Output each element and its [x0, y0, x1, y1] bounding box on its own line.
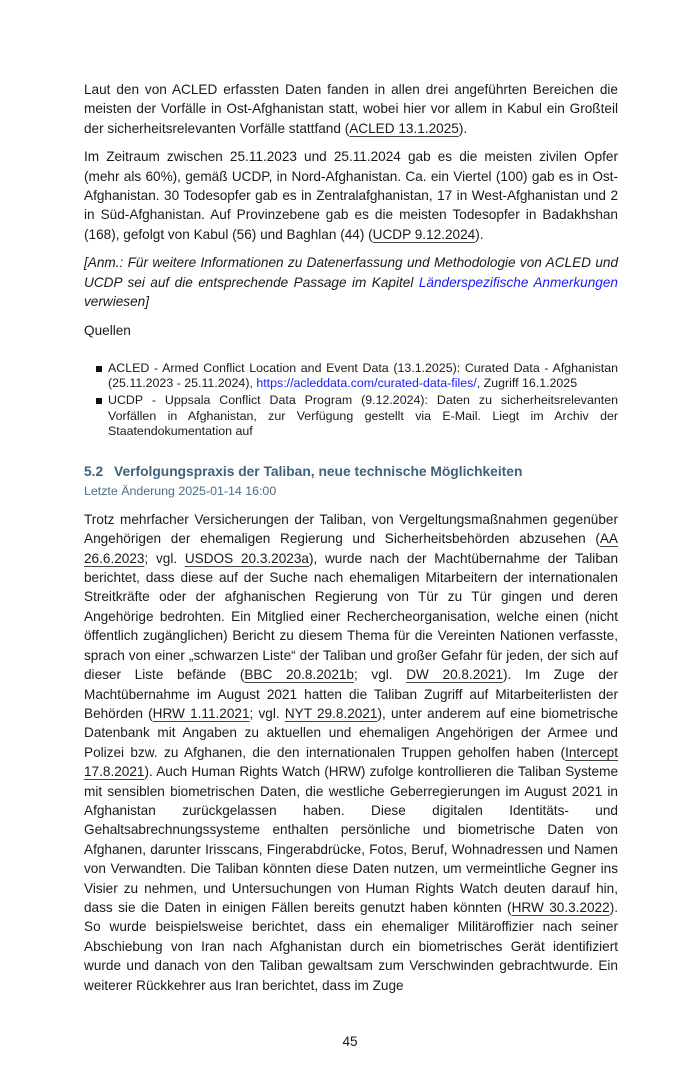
text-run: ). [475, 226, 484, 242]
intro-paragraphs [84, 80, 618, 311]
document-page [84, 0, 618, 995]
sources-list [84, 361, 618, 440]
text-run: Trotz mehrfacher Versicherungen der Taliban, von Vergeltungsmaßnahmen gegenüber Angehörigen der ehemaligen Regierung und Sicherheitsbehörden abzusehen ( [84, 511, 618, 547]
text-run: , Zugriff 16.1.2025 [476, 376, 578, 391]
text-run: ), wurde nach der Machtübernahme der Taliban berichtet, dass diese auf der Suche nach ehemaligen Mitarbeitern der internationalen Streitkräfte oder der afghanischen Regierung von Tür zu Tür gingen und deren Angehörige bedrohten. Ein Mitglied einer Rechercheorganisation, welche einen (nicht öffentlich zugänglichen) Bericht zu diesem Thema für die Vereinten Nationen verfasste, sprach von einer „schwarzen Liste“ der Taliban und großer Gefahr für jeden, der sich auf dieser Liste befände ( [84, 550, 619, 683]
text-run: ). Im Zuge der Machtübernahme im August 2021 hatten die Taliban Zugriff auf Mitarbeiterlisten der Behörden ( [84, 667, 619, 721]
hyperlink[interactable]: Länderspezifische Anmerkungen [418, 274, 618, 290]
text-run: Laut den von ACLED erfassten Daten fanden in allen drei angeführten Bereichen die meisten der Vorfälle in Ost-Afghanistan statt, wobei hier vor allem in Kabul ein Großteil der sicherheitsrelevanten Vorfälle stattfand ( [84, 82, 618, 136]
citation-link[interactable]: HRW 1.11.2021 [152, 705, 250, 721]
text-run: ). Auch Human Rights Watch (HRW) zufolge kontrollieren die Taliban Systeme mit sensiblen biometrischen Daten, die westliche Geberregierungen im August 2021 in Afghanistan zurückgelassen haben. Diese digitalen Identitäts- und Gehaltsabrechnungssysteme enthalten persönliche und biometrische Daten von Afghanen, darunter Irisscans, Fingerabdrücke, Fotos, Beruf, Wohnadressen und Namen von Verwandten. Die Taliban könnten diese Daten nutzen, um vermeintliche Gegner ins Visier zu nehmen, und Untersuchungen von Human Rights Watch deuten darauf hin, dass sie die Daten in einigen Fällen bereits genutzt haben könnten ( [84, 764, 618, 915]
square-bullet-icon [96, 398, 102, 404]
text-run: ; vgl. [144, 550, 185, 566]
square-bullet-icon [96, 366, 102, 372]
section-heading [84, 464, 618, 479]
text-run: ). [458, 120, 468, 136]
citation-link[interactable]: NYT 29.8.2021 [284, 705, 378, 721]
text-run: [Anm.: Für weitere Informationen zu Datenerfassung und Methodologie von ACLED und UCDP sei auf die entsprechende Passage im Kapitel [84, 255, 618, 290]
text-run: ), unter anderem auf eine biometrische Datenbank mit Angaben zu aktuellen und ehemaligen Angehörigen der Armee und Polizei bzw. zu Afghanen, die den internationalen Truppen geholfen haben ( [84, 705, 618, 760]
body-paragraph [84, 510, 618, 995]
text-run: ; vgl. [354, 667, 407, 683]
source-item [96, 361, 618, 392]
sources-title: Quellen [84, 323, 131, 339]
section-number: 5.2 [84, 463, 104, 479]
citation-link[interactable]: HRW 30.3.2022 [511, 899, 610, 915]
citation-link[interactable]: ACLED 13.1.2025 [349, 120, 459, 136]
citation-link[interactable]: UCDP 9.12.2024 [372, 226, 476, 242]
text-run: ; vgl. [249, 705, 285, 721]
citation-link[interactable]: BBC 20.8.2021b [244, 667, 354, 683]
section-title: Verfolgungspraxis der Taliban, neue technische Möglichkeiten [114, 463, 523, 479]
hyperlink[interactable]: https://acleddata.com/curated-data-files/ [256, 376, 477, 391]
text-run: verwiesen] [84, 294, 149, 310]
citation-link[interactable]: Intercept 17.8.2021 [84, 744, 618, 780]
section-paragraphs [84, 510, 618, 995]
citation-link[interactable]: AA 26.6.2023 [84, 531, 618, 566]
note-paragraph [84, 253, 618, 311]
page-number: 45 [342, 1034, 358, 1049]
text-run: ACLED - Armed Conflict Location and Event Data (13.1.2025): Curated Data - Afghanistan (25.11.2023 - 25.11.2024), [108, 360, 618, 391]
text-run: Im Zeitraum zwischen 25.11.2023 und 25.11.2024 gab es die meisten zivilen Opfer (mehr als 60%), gemäß UCDP, in Nord-Afghanistan. Ca. ein Viertel (100) gab es in Ost-Afghanistan. 30 Todesopfer gab es in Zentralafghanistan, 17 in West-Afghanistan und 2 in Süd-Afghanistan. Auf Provinzebene gab es die meisten Todesopfer in Badakhshan (168), gefolgt von Kabul (56) und Baghlan (44) ( [84, 149, 618, 242]
text-run: ). So wurde beispielsweise berichtet, dass ein ehemaliger Militäroffizier nach seiner Abschiebung von Iran nach Afghanistan durch ein biometrisches Gerät identifiziert wurde und danach von den Taliban gewaltsam zum Verschwinden gebrachtwurde. Ein weiterer Rückkehrer aus Iran berichtet, dass im Zuge [84, 899, 618, 993]
text-run: UCDP - Uppsala Conflict Data Program (9.12.2024): Daten zu sicherheitsrelevanten Vorfällen in Afghanistan, zur Verfügung gestellt via E-Mail. Liegt im Archiv der Staatendokumentation auf [108, 393, 618, 439]
body-paragraph [84, 80, 618, 138]
citation-link[interactable]: DW 20.8.2021 [406, 667, 504, 683]
body-paragraph [84, 147, 618, 244]
source-item [96, 393, 618, 440]
last-changed: Letzte Änderung 2025-01-14 16:00 [84, 483, 277, 498]
citation-link[interactable]: USDOS 20.3.2023a [184, 550, 309, 566]
